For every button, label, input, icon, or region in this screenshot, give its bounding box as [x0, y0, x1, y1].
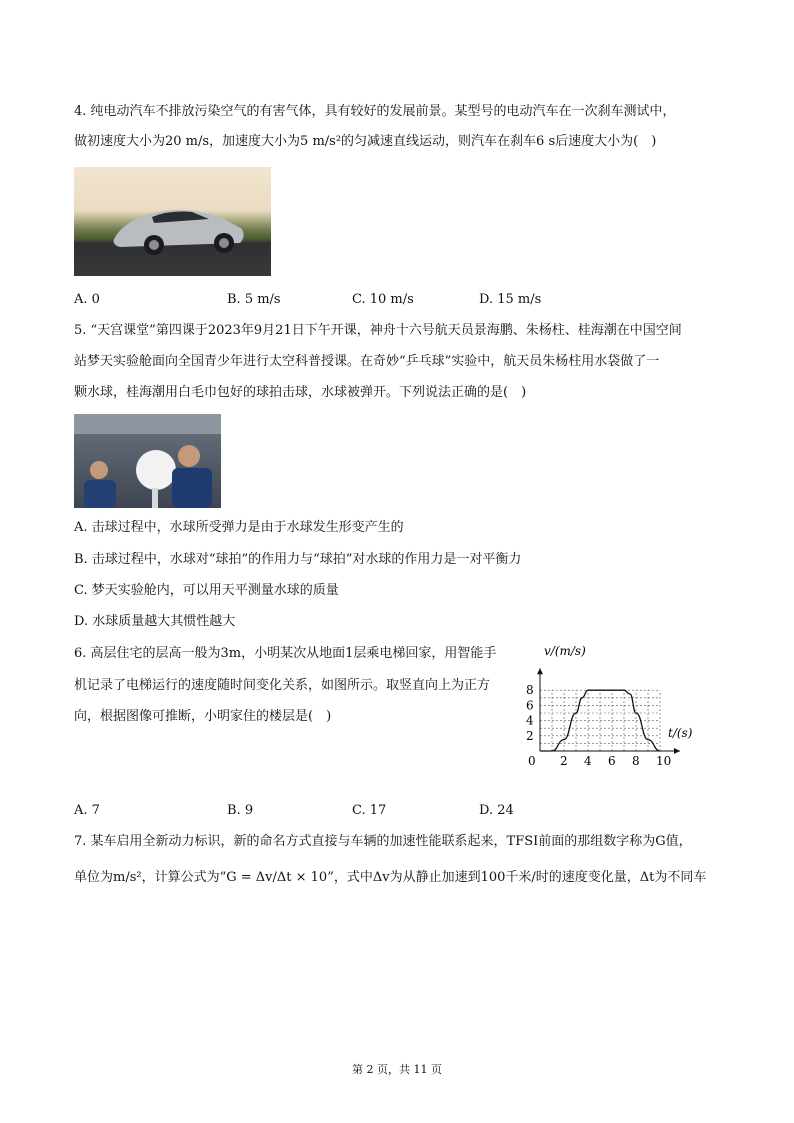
- q6-text-line-2: 机记录了电梯运行的速度随时间变化关系，如图所示。取竖直向上为正方: [74, 678, 491, 693]
- q6-text-line-1: 6. 高层住宅的层高一般为3m，小明某次从地面1层乘电梯回家，用智能手: [74, 646, 497, 661]
- chart-grid: [540, 690, 660, 751]
- q5-option-d[interactable]: D. 水球质量越大其惯性越大: [74, 614, 236, 629]
- page-footer: 第 2 页，共 11 页: [352, 1063, 442, 1076]
- q5-text-line-1: 5. “天宫课堂”第四课于2023年9月21日下午开课，神舟十六号航天员景海鹏、朱杨柱、桂海潮在中国空间: [74, 323, 682, 338]
- q4-option-a[interactable]: A. 0: [74, 292, 100, 307]
- q6-option-b[interactable]: B. 9: [227, 803, 254, 818]
- q4-option-d[interactable]: D. 15 m/s: [479, 292, 542, 307]
- chart-tick-labels: [526, 683, 671, 768]
- q6-text-line-3: 向，根据图像可推断，小明家住的楼层是( ): [74, 709, 332, 724]
- velocity-time-graph: [518, 640, 728, 770]
- y-tick-label: 6: [526, 698, 534, 713]
- x-tick-label: 10: [656, 754, 672, 768]
- q5-option-b[interactable]: B. 击球过程中，水球对“球拍”的作用力与“球拍”对水球的作用力是一对平衡力: [74, 552, 522, 567]
- y-axis-label: v/(m/s): [544, 644, 586, 658]
- astronauts-illustration: [74, 414, 221, 508]
- y-tick-label: 2: [526, 728, 534, 743]
- x-tick-label: 8: [632, 754, 640, 768]
- q6-option-d[interactable]: D. 24: [479, 803, 514, 818]
- y-tick-label: 4: [526, 713, 534, 728]
- q4-option-c[interactable]: C. 10 m/s: [352, 292, 414, 307]
- q5-text-line-3: 颗水球，桂海潮用白毛巾包好的球拍击球，水球被弹开。下列说法正确的是( ): [74, 385, 527, 400]
- y-axis-arrow: [537, 668, 543, 674]
- space-classroom-photo: [74, 414, 221, 508]
- q7-text-line-1: 7. 某车启用全新动力标识，新的命名方式直接与车辆的加速性能联系起来，TFSI前面的那组数字称为G值，: [74, 834, 692, 849]
- q5-text-line-2: 站梦天实验舱面向全国青少年进行太空科普授课。在奇妙“乒乓球”实验中，航天员朱杨柱用水袋做了一: [74, 354, 660, 369]
- q4-text-line-1: 4. 纯电动汽车不排放污染空气的有害气体，具有较好的发展前景。某型号的电动汽车在一次刹车测试中，: [74, 104, 676, 119]
- q7-text-line-2: 单位为m/s²，计算公式为“G = Δv/Δt × 10”，式中Δv为从静止加速到100千米/时的速度变化量，Δt为不同车: [74, 870, 707, 885]
- q4-option-b[interactable]: B. 5 m/s: [227, 292, 281, 307]
- x-tick-label: 0: [528, 754, 536, 768]
- chart-axes: [537, 668, 680, 754]
- q6-option-c[interactable]: C. 17: [352, 803, 387, 818]
- x-axis-arrow: [674, 748, 680, 754]
- x-axis-label: t/(s): [668, 726, 693, 740]
- q5-option-c[interactable]: C. 梦天实验舱内，可以用天平测量水球的质量: [74, 583, 339, 598]
- q6-option-a[interactable]: A. 7: [74, 803, 100, 818]
- electric-car-photo: [74, 167, 271, 276]
- y-tick-label: 8: [526, 683, 534, 698]
- q5-option-a[interactable]: A. 击球过程中，水球所受弹力是由于水球发生形变产生的: [74, 520, 404, 535]
- q4-text-line-2: 做初速度大小为20 m/s，加速度大小为5 m/s²的匀减速直线运动，则汽车在刹车6 s后速度大小为( ): [74, 134, 657, 149]
- x-tick-label: 6: [608, 754, 616, 768]
- car-illustration: [74, 167, 271, 276]
- x-tick-label: 2: [560, 754, 568, 768]
- x-tick-label: 4: [584, 754, 592, 768]
